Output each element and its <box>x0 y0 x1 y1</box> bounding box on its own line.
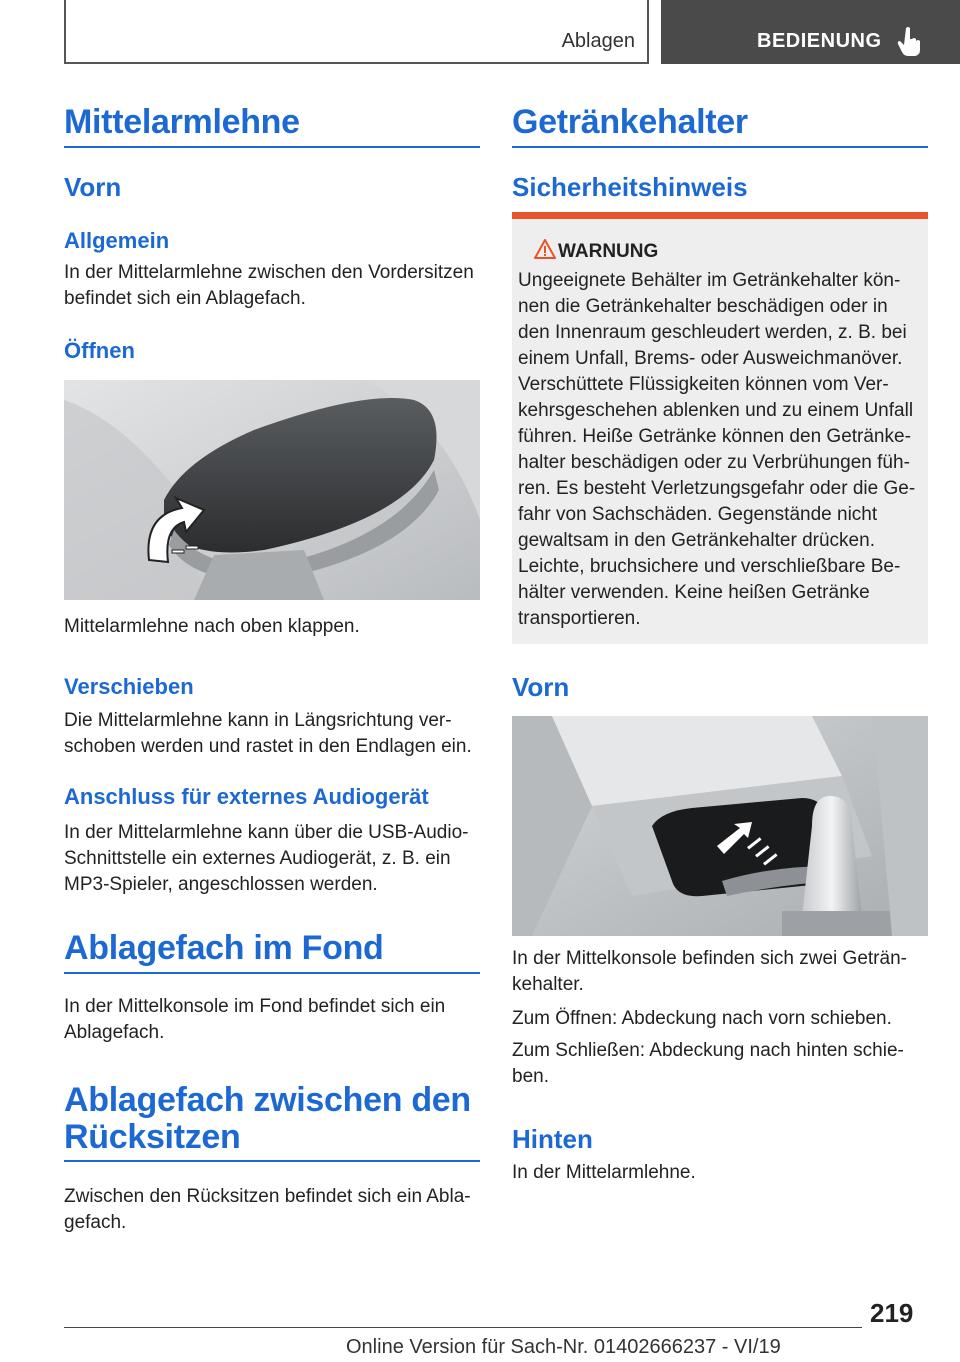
heading-rule <box>64 972 480 974</box>
warning-label: WARNUNG <box>558 241 659 262</box>
heading-sicherheit: Sicherheitshinweis <box>512 172 748 202</box>
hinten-text: In der Mittelarmlehne. <box>512 1162 696 1183</box>
allgemein-text: In der Mittelarmlehne zwischen den Vordersitzen befindet sich ein Ablagefach. <box>64 262 474 309</box>
header-chapter-label: BEDIENUNG <box>757 30 882 52</box>
ruecksitz-text: Zwischen den Rücksitzen befindet sich ein Ablagefach. <box>64 1186 471 1233</box>
footer-rule <box>64 1327 862 1328</box>
fond-text: In der Mittelkonsole im Fond befindet sich ein Ablagefach. <box>64 996 446 1043</box>
footer-online-version: Online Version für Sach-Nr. 01402666237 - VI/19 <box>346 1336 781 1358</box>
vorn-cup-text3: Zum Schließen: Abdeckung nach hinten schieben. <box>512 1040 904 1087</box>
warning-bar <box>512 212 928 219</box>
warning-triangle-icon <box>534 239 556 259</box>
warning-box <box>512 212 928 644</box>
vorn-cup-text1: In der Mittelkonsole befinden sich zwei Getränkehalter. <box>512 948 907 995</box>
cupholder-image <box>512 716 928 936</box>
warning-text: Ungeeignete Behälter im Getränkehalter können die Getränkehalter beschädigen oder in den Innenraum geschleudert werden, z. B. bei einem Unfall, Brems- oder Ausweichmanöver. Verschüttete Flüssigkeiten können vom Verkehrsgeschehen ablenken und zu einem Unfall führen. Heiße Getränke können den Getränkehalter beschädigen oder zu Verbrühungen führen. Es besteht Verletzungsgefahr oder die Gefahr von Sachschäden. Gegenstände nicht gewaltsam in den Getränkehalter drücken. Leichte, bruchsichere und verschließbare Behälter verwenden. Keine heißen Getränke transportieren. <box>518 270 916 629</box>
heading-verschieben: Verschieben <box>64 674 194 699</box>
verschieben-text: Die Mittelarmlehne kann in Längsrichtung verschoben werden und rastet in den Endlagen ein. <box>64 710 472 757</box>
heading-vorn: Vorn <box>64 172 122 202</box>
oeffnen-caption: Mittelarmlehne nach oben klappen. <box>64 616 360 637</box>
header-section-tab <box>64 0 649 64</box>
armrest-illustration <box>64 380 480 600</box>
heading-cupholder: Getränkehalter <box>512 103 748 141</box>
heading-allgemein: Allgemein <box>64 228 170 253</box>
heading-anschluss: Anschluss für externes Audiogerät <box>64 784 429 809</box>
heading-rule <box>64 1160 480 1162</box>
armrest-image <box>64 380 480 600</box>
header-chapter-tab <box>661 0 960 64</box>
heading-hinten: Hinten <box>512 1124 593 1154</box>
page-number: 219 <box>870 1298 914 1328</box>
heading-vorn-cup: Vorn <box>512 672 570 702</box>
anschluss-text: In der Mittelarmlehne kann über die USB-Audio-Schnittstelle ein externes Audiogerät, z. B. ein MP3-Spieler, angeschlossen werden. <box>64 822 469 895</box>
heading-ruecksitz: Ablagefach zwischen den Rücksitzen <box>64 1081 471 1157</box>
heading-rule <box>512 146 928 148</box>
heading-oeffnen: Öffnen <box>64 338 135 363</box>
heading-armrest: Mittelarmlehne <box>64 103 300 141</box>
cupholder-illustration <box>512 716 928 936</box>
heading-rule <box>64 146 480 148</box>
vorn-cup-text2: Zum Öffnen: Abdeckung nach vorn schieben. <box>512 1008 892 1029</box>
header-section-label: Ablagen <box>561 30 635 52</box>
pointing-hand-icon <box>897 26 923 56</box>
heading-fond: Ablagefach im Fond <box>64 929 384 967</box>
